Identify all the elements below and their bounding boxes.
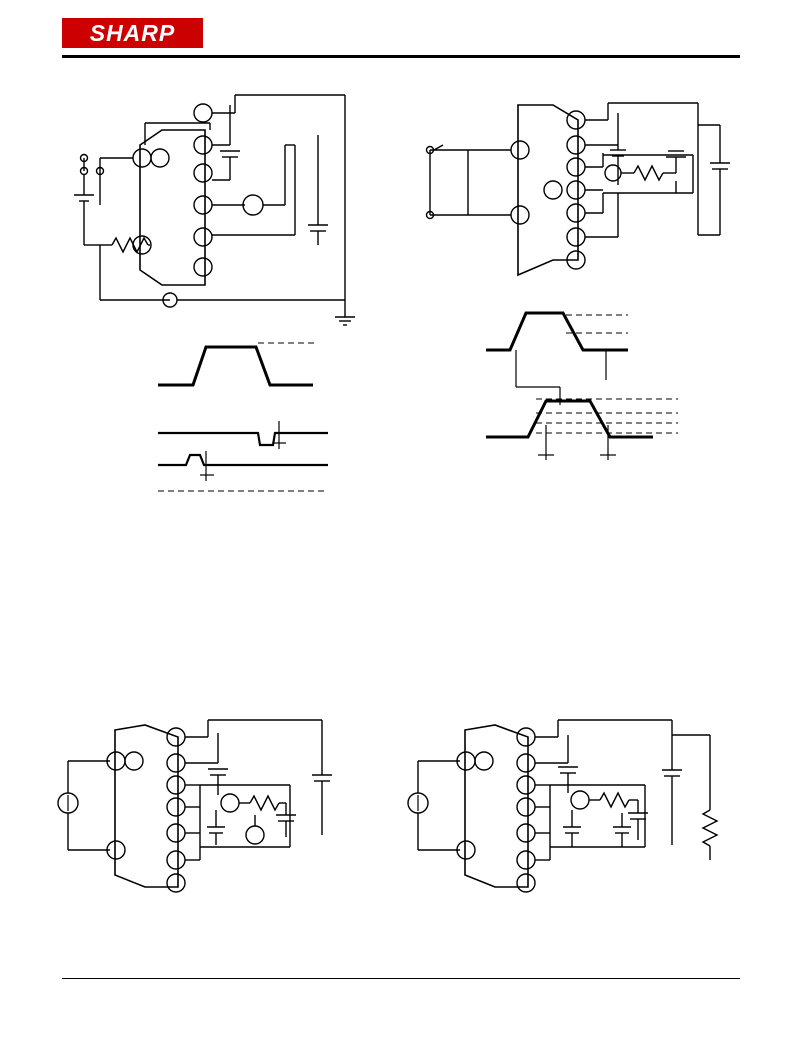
schematic-bottom-right xyxy=(400,715,740,900)
waveform-group-right xyxy=(478,305,718,490)
waveform-right-svg xyxy=(478,305,718,490)
sharp-logo-text: SHARP xyxy=(89,20,176,46)
test-circuit-bottom-left xyxy=(50,715,360,900)
waveform-left-svg xyxy=(148,325,343,510)
test-circuit-bottom-right xyxy=(400,715,740,900)
schematic-bottom-left xyxy=(50,715,360,900)
test-circuit-top-right xyxy=(408,95,738,295)
test-circuit-top-left xyxy=(60,85,380,335)
schematic-top-right xyxy=(408,95,738,295)
header-divider xyxy=(62,55,740,58)
sharp-logo xyxy=(62,18,203,48)
schematic-top-left xyxy=(60,85,380,335)
waveform-group-left xyxy=(148,325,343,510)
footer-divider xyxy=(62,978,740,979)
